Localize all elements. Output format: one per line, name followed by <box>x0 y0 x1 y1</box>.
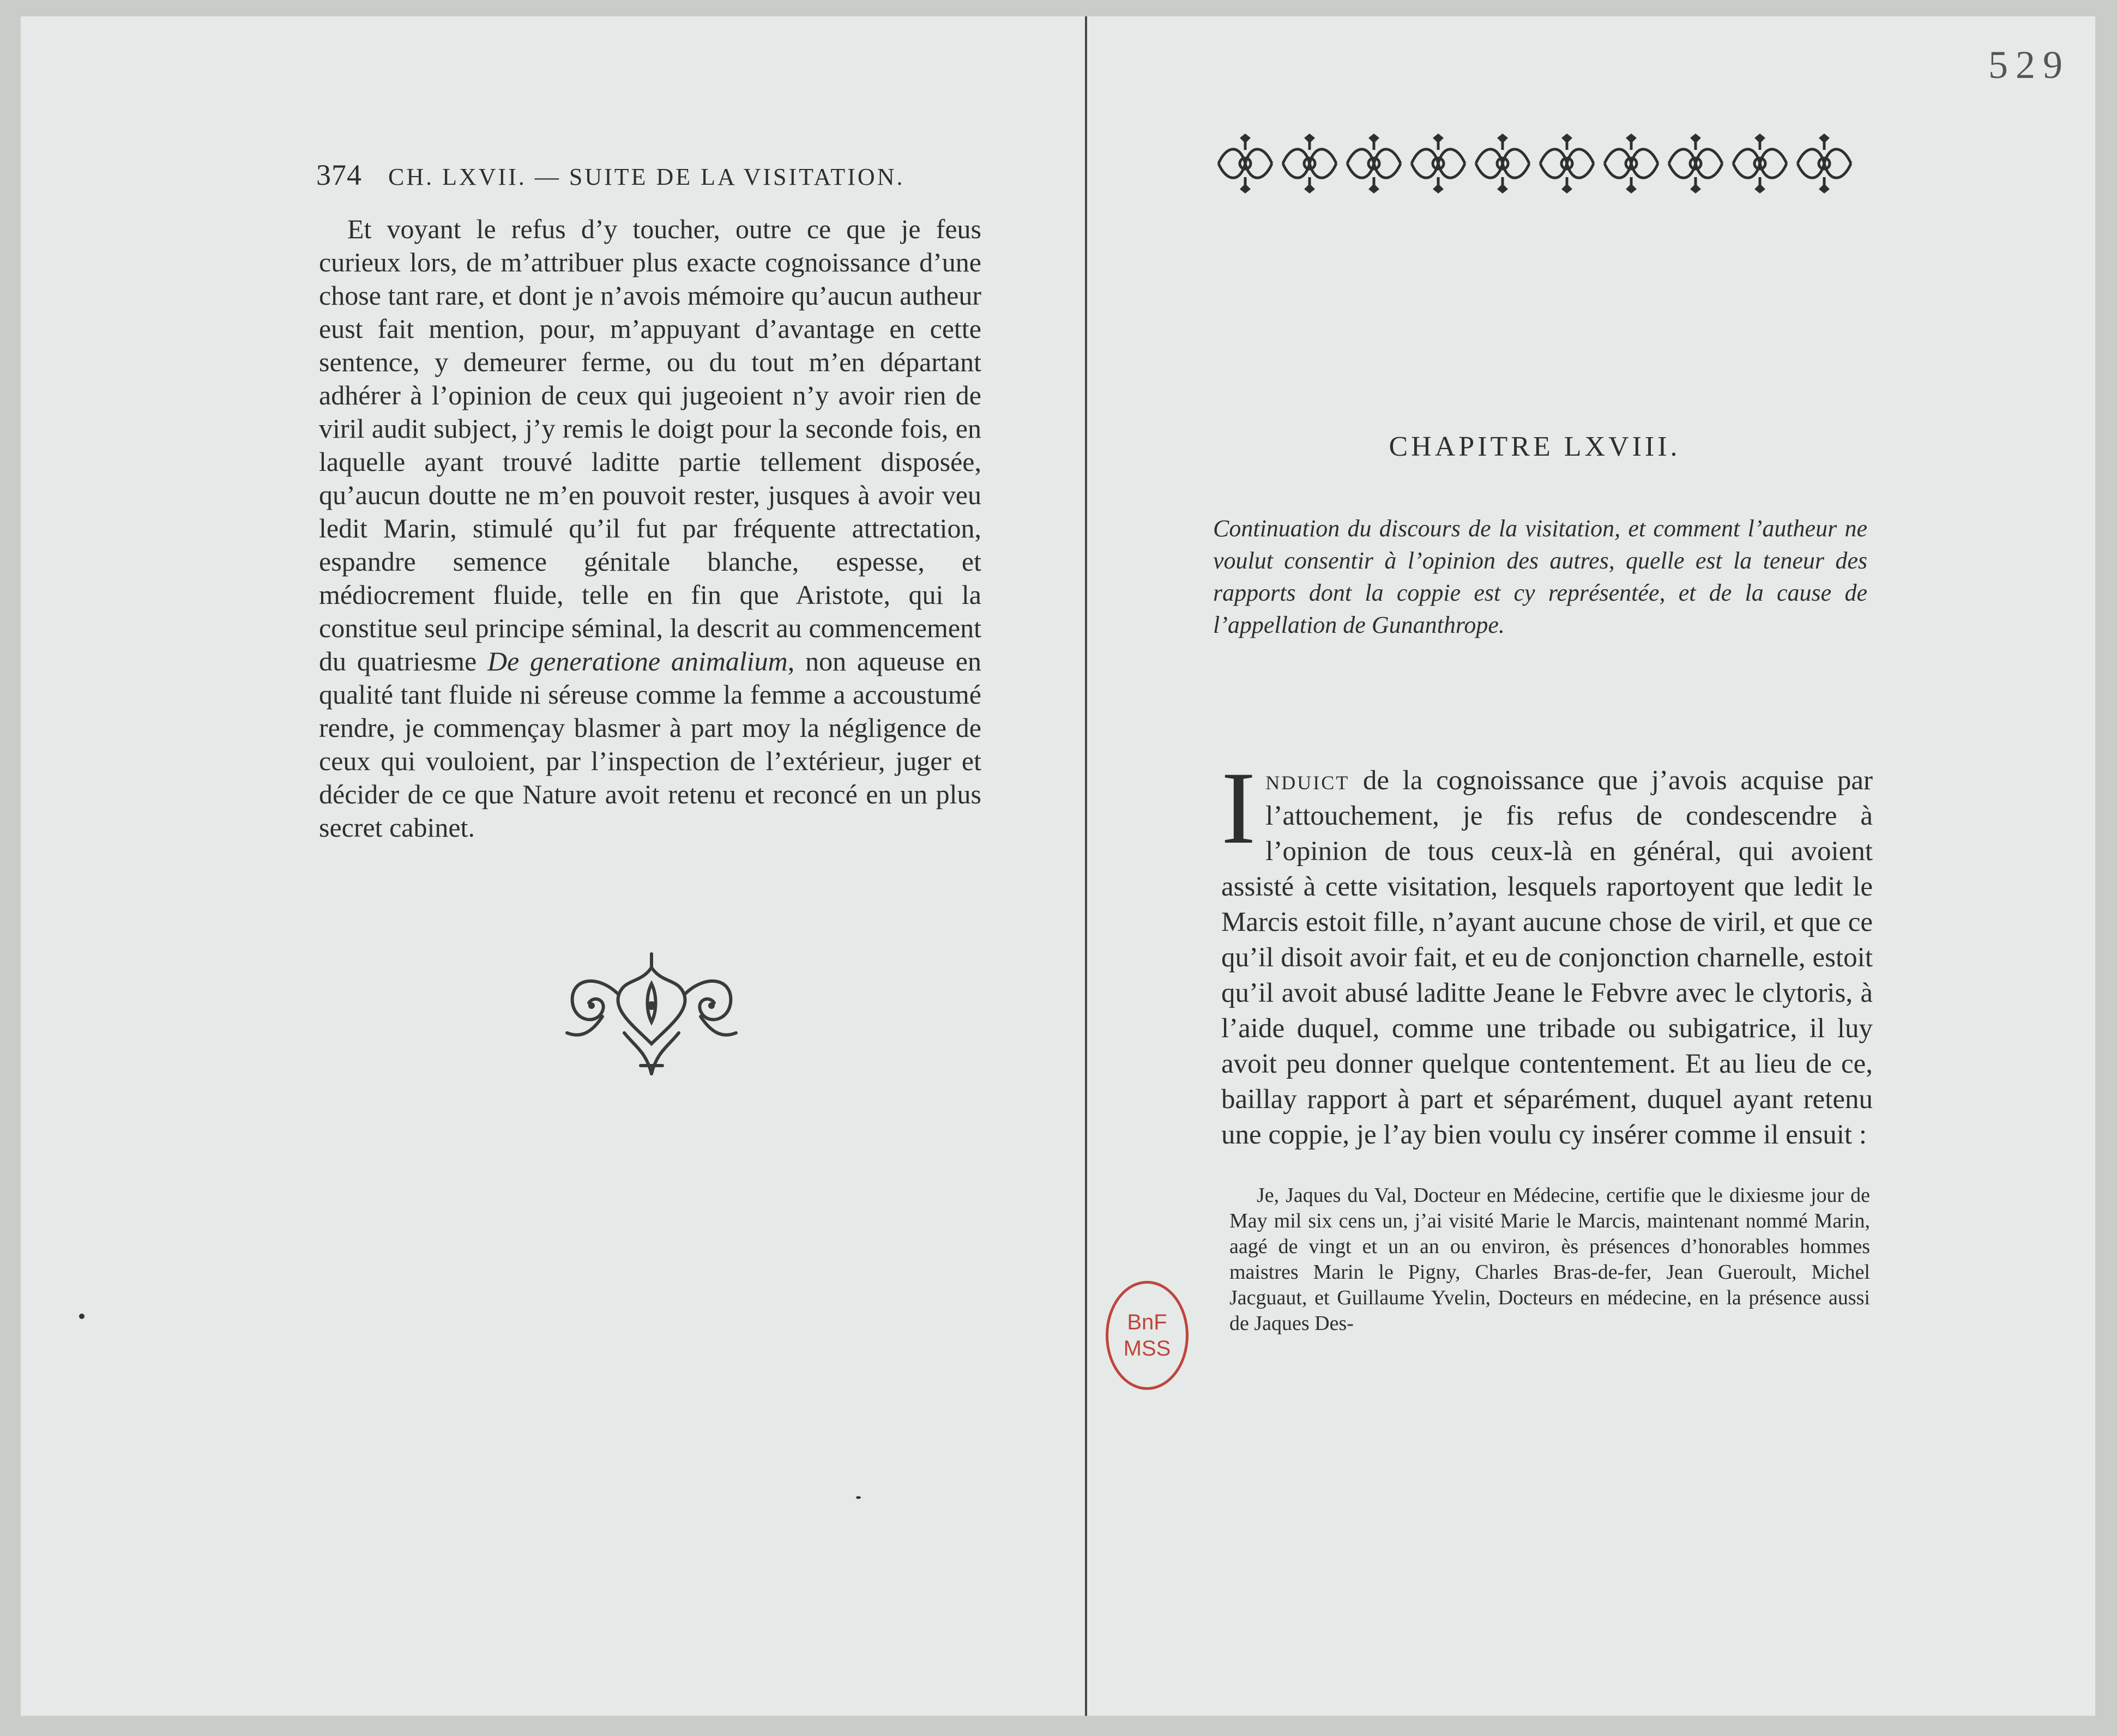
paragraph-text-after-title: , non aqueuse en qualité tant fluide ni séreuse comme la femme a accoustumé rendre, je commençay blasmer à part moy la négligence de ceux qui vouloient, par l’inspection de l’extérieur, juger et décider de ce que Nature avoit retenu et reconcé en un plus secret cabinet. <box>319 646 981 843</box>
stamp-line-1: BnF <box>1127 1310 1167 1334</box>
tailpiece-ornament <box>559 951 744 1076</box>
running-head-title: CH. LXVII. — SUITE DE LA VISITATION. <box>388 164 905 190</box>
left-running-head <box>316 158 987 192</box>
stamp-line-2: MSS <box>1123 1336 1171 1360</box>
paragraph-text-before-title: Et voyant le refus d’y toucher, outre ce que je feus curieux lors, de m’attribuer plus exacte cognoissance d’une chose tant rare, et dont je n’avois mémoire qu’aucun autheur eust fait mention, pour, m’appuyant d’avantage en cette sentence, y demeurer ferme, ou du tout m’en départant adhérer à l’opinion de ceux qui jugeoient n’y avoir rien de viril audit subject, j’y remis le doigt pour la seconde fois, en laquelle ayant trouvé laditte partie tellement disposée, qu’aucun doutte ne m’en pouvoit rester, jusques à avoir veu ledit Marin, stimulé qu’il fut par fréquente attrectation, espandre semence génitale blanche, espesse, et médiocrement fluide, telle en fin que Aristote, qui la constitue seul principe séminal, la descrit au commencement du quatriesme <box>319 214 981 676</box>
chapter-summary: Continuation du discours de la visitation, et comment l’autheur ne voulut consentir à l’opinion des autres, quelle est la teneur des rapports dont la coppie est cy représentée, et de la cause de l’appellation de Gunanthrope. <box>1213 515 1867 638</box>
quoted-report: Je, Jaques du Val, Docteur en Médecine, certifie que le dixiesme jour de May mil six cens un, j’ai visité Marie le Marcis, maintenant nommé Marin, aagé de vingt et un an ou environ, ès présences d’honorables hommes maistres Marin le Pigny, Charles Bras-de-fer, Jean Gueroult, Michel Jacguaut, et Guillaume Yvelin, Docteurs en médecine, en la présence aussi de Jaques Des- <box>1229 1184 1870 1335</box>
library-stamp <box>1106 1281 1189 1390</box>
print-speck <box>79 1314 85 1319</box>
italic-book-title: De generatione animalium <box>487 646 788 676</box>
headband-ornament <box>1213 134 1856 193</box>
lead-in-small-caps: nduict <box>1265 765 1350 796</box>
page-gutter-divider <box>1085 16 1087 1716</box>
print-speck <box>856 1496 861 1499</box>
chapter-body-paragraph <box>1221 751 1873 1153</box>
drop-capital: I <box>1221 751 1256 866</box>
archive-page-number: 529 <box>1988 43 2070 87</box>
body-text: de la cognoissance que j’avois acquise par l’attouchement, je fis refus de condescendre à l’opinion de tous ceux-là en général, qui avoient assisté à cette visitation, lesquels raportoyent que ledit le Marcis estoit fille, n’ayant aucune chose de viril, et que ce qu’il disoit avoir fait, et eu de conjonction charnelle, estoit qu’il avoit abusé laditte Jeane le Febvre avec le clytoris, à l’aide duquel, comme une tribade ou subigatrice, il luy avoit peu donner quelque contentement. Et au lieu de ce, baillay rapport à part et séparément, duquel ayant retenu une coppie, je l’ay bien voulu cy insérer comme il ensuit : <box>1221 765 1873 1150</box>
left-folio: 374 <box>316 159 362 191</box>
left-page-paragraph <box>319 213 981 844</box>
chapter-title: CHAPITRE LXVIII. <box>1389 431 1681 462</box>
